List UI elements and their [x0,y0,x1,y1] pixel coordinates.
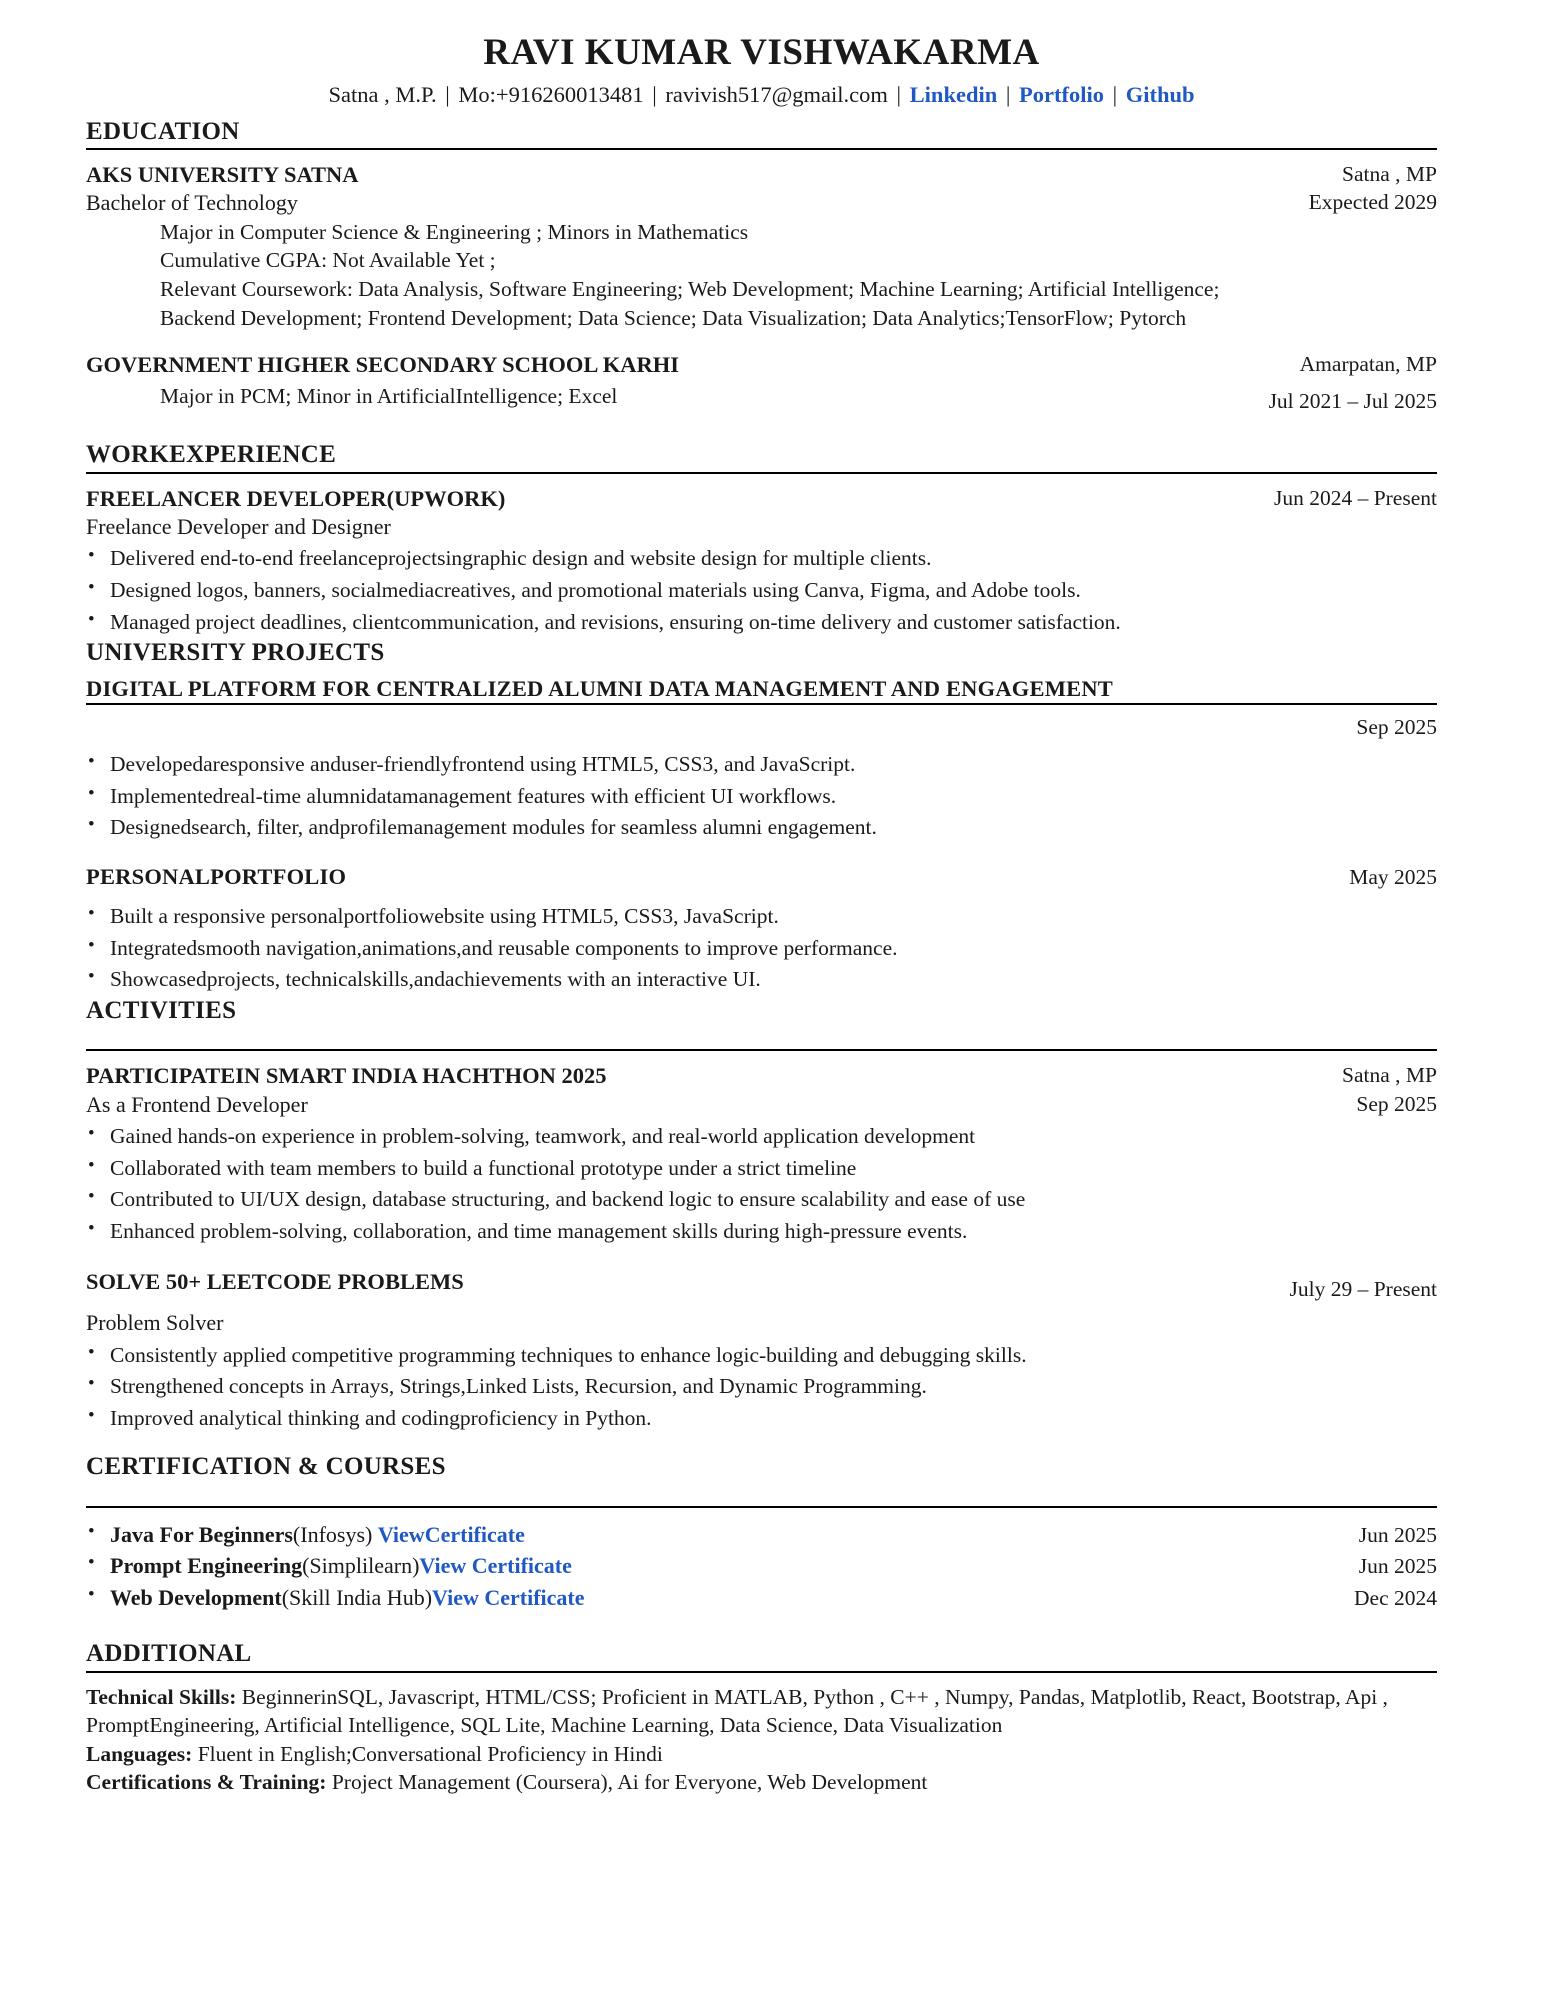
activity-bullet: • Collaborated with team members to build a functional prototype under a strict timeline [86,1154,1437,1183]
certification-provider: (Simplilearn) [302,1553,420,1579]
contact-email: ravivish517@gmail.com [665,81,888,107]
activity-bullet: • Enhanced problem-solving, collaboration, and time management skills during high-pressure events. [86,1217,1437,1246]
contact-separator-2: | [652,81,657,107]
additional-label: Certifications & Training: [86,1770,327,1795]
section-heading-projects: UNIVERSITY PROJECTS [86,639,385,667]
certification-text [110,1551,572,1580]
additional-line-languages [86,1740,1437,1769]
github-link[interactable]: Github [1125,81,1195,107]
certification-name: Web Development [110,1584,282,1610]
section-heading-certification: CERTIFICATION & COURSES [86,1453,446,1481]
section-heading-work: WORKEXPERIENCE [86,441,337,469]
activity-entry-hackathon [86,1061,1437,1245]
activity-date: July 29 – Present [1289,1276,1437,1301]
additional-value: Project Management (Coursera), Ai for Everyone, Web Development [326,1770,928,1795]
work-bullet: • Managed project deadlines, clientcommunication, and revisions, ensuring on-time delivery and customer satisfaction. [86,608,1437,637]
activity-date: Sep 2025 [1356,1091,1437,1116]
activity-place: Satna , MP [1342,1063,1437,1088]
contact-phone: Mo:+916260013481 [458,81,644,107]
certification-item [86,1583,1437,1612]
education-date: Expected 2029 [1308,190,1437,215]
activity-bullet: • Strengthened concepts in Arrays, Strings,Linked Lists, Recursion, and Dynamic Programming. [86,1372,1437,1401]
work-bullet: • Delivered end-to-end freelanceprojectsingraphic design and website design for multiple clients. [86,544,1437,573]
contact-separator-1: | [445,81,450,107]
activity-bullet: • Gained hands-on experience in problem-solving, teamwork, and real-world application development [86,1122,1437,1151]
work-bullet-list [86,544,1437,636]
view-certificate-link[interactable]: View Certificate [419,1553,572,1579]
work-role: Freelance Developer and Designer [86,513,391,539]
contact-separator-4: | [1005,81,1011,107]
project-bullet: • Designedsearch, filter, andprofilemanagement modules for seamless alumni engagement. [86,813,1437,842]
project-date: May 2025 [1349,864,1437,889]
additional-value: Fluent in English;Conversational Proficiency in Hindi [192,1741,663,1766]
education-place: Amarpatan, MP [1299,352,1437,377]
activity-title: SOLVE 50+ LEETCODE PROBLEMS [86,1268,464,1294]
work-org: FREELANCER DEVELOPER(UPWORK) [86,485,506,511]
contact-line [86,81,1437,108]
contact-separator-5: | [1112,81,1118,107]
education-degree: Bachelor of Technology [86,190,298,216]
activity-role: As a Frontend Developer [86,1091,308,1117]
certification-date: Dec 2024 [1354,1585,1437,1610]
additional-line-certifications-training [86,1768,1437,1797]
section-heading-activities: ACTIVITIES [86,996,237,1024]
education-detail: Major in PCM; Minor in ArtificialIntelligence; Excel [160,383,618,408]
certification-name: Prompt Engineering [110,1553,303,1579]
certification-date: Jun 2025 [1358,1554,1437,1579]
additional-line-technical-skills [86,1683,1437,1740]
section-heading-education: EDUCATION [86,117,240,145]
project-title: DIGITAL PLATFORM FOR CENTRALIZED ALUMNI DATA MANAGEMENT AND ENGAGEMENT [86,675,1113,701]
education-org: AKS UNIVERSITY SATNA [86,162,359,188]
project-bullet-list [86,902,1437,994]
education-detail: Major in Computer Science & Engineering ; Minors in Mathematics [160,219,749,244]
project-bullet: • Implementedreal-time alumnidatamanagement features with efficient UI workflows. [86,782,1437,811]
contact-location: Satna , M.P. [328,81,437,107]
linkedin-link[interactable]: Linkedin [909,81,998,107]
activity-bullet: • Consistently applied competitive programming techniques to enhance logic-building and debugging skills. [86,1341,1437,1370]
activity-bullet: • Improved analytical thinking and codingproficiency in Python. [86,1404,1437,1433]
work-date: Jun 2024 – Present [1273,485,1437,510]
project-bullet-list [86,750,1437,842]
certification-item [86,1520,1437,1549]
activity-entry-leetcode [86,1267,1437,1433]
activity-bullet-list [86,1341,1437,1433]
view-certificate-link[interactable]: ViewCertificate [377,1521,525,1547]
activity-role: Problem Solver [86,1310,224,1336]
activity-title: PARTICIPATEIN SMART INDIA HACHTHON 2025 [86,1063,607,1089]
certification-item [86,1551,1437,1580]
additional-label-suffix: : [229,1684,237,1709]
education-detail: Backend Development; Frontend Development; Data Science; Data Visualization; Data Analytics;TensorFlow; Pytorch [160,305,1187,330]
education-detail: Cumulative CGPA: Not Available Yet ; [160,248,496,273]
project-entry-portfolio [86,863,1437,994]
education-entry-aks [86,160,1437,332]
certification-provider: (Skill India Hub) [281,1584,433,1610]
certification-text [110,1520,525,1549]
page-title: RAVI KUMAR VISHWAKARMA [483,32,1040,73]
work-entry-freelancer [86,484,1437,637]
project-bullet: • Developedaresponsive anduser-friendlyfrontend using HTML5, CSS3, and JavaScript. [86,750,1437,779]
certification-date: Jun 2025 [1358,1522,1437,1547]
education-detail: Relevant Coursework: Data Analysis, Software Engineering; Web Development; Machine Learning; Artificial Intelligence; [160,277,1220,302]
additional-label: Languages: [86,1741,193,1766]
work-bullet: • Designed logos, banners, socialmediacreatives, and promotional materials using Canva, Figma, and Adobe tools. [86,576,1437,605]
project-rule [86,703,1437,705]
project-date: Sep 2025 [1356,714,1437,739]
certification-list [86,1520,1437,1612]
certification-text [110,1583,585,1612]
certification-provider: (Infosys) [292,1521,373,1547]
view-certificate-link[interactable]: View Certificate [432,1584,585,1610]
section-heading-additional: ADDITIONAL [86,1640,252,1668]
education-entry-school [86,350,1437,415]
project-entry-alumni [86,675,1437,842]
contact-separator-3: | [896,81,902,107]
education-date: Jul 2021 – Jul 2025 [1268,388,1437,413]
project-bullet: • Showcasedprojects, technicalskills,andachievements with an interactive UI. [86,965,1437,994]
additional-label: Technical Skills [86,1684,230,1709]
activity-bullet-list [86,1122,1437,1245]
project-bullet: • Built a responsive personalportfoliowebsite using HTML5, CSS3, JavaScript. [86,902,1437,931]
portfolio-link[interactable]: Portfolio [1019,81,1104,107]
activity-bullet: • Contributed to UI/UX design, database structuring, and backend logic to ensure scalability and ease of use [86,1185,1437,1214]
education-place: Satna , MP [1342,162,1437,187]
project-bullet: • Integratedsmooth navigation,animations,and reusable components to improve performance. [86,934,1437,963]
certification-name: Java For Beginners [110,1521,293,1547]
project-title: PERSONALPORTFOLIO [86,863,347,889]
education-org: GOVERNMENT HIGHER SECONDARY SCHOOL KARHI [86,352,680,378]
additional-value: BeginnerinSQL, Javascript, HTML/CSS; Proficient in MATLAB, Python , C++ , Numpy, Pandas, Matplotlib, React, Bootstrap, Api , PromptEngineering, Artificial Intelligence, SQL Lite, Machine Learning, Data Science, Data Visualization [86,1684,1388,1738]
